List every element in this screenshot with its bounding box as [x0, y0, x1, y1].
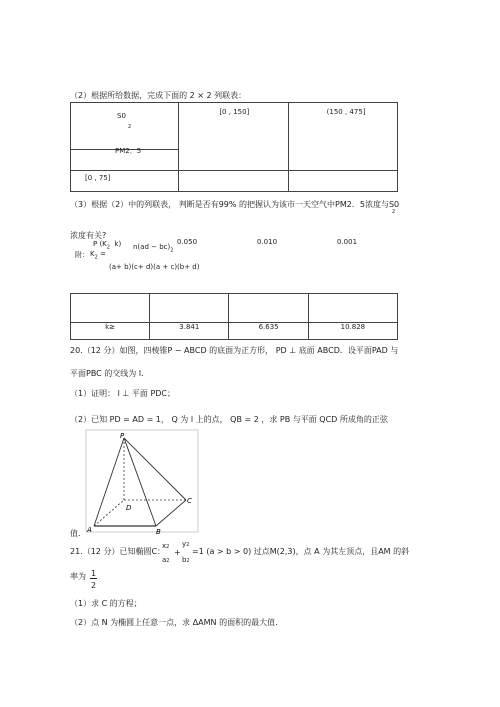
- q21-slope-pre: 率为: [70, 572, 86, 581]
- col2-label: (150 , 475]: [326, 108, 366, 116]
- vertex-d: D: [126, 504, 132, 512]
- q20-part2: （2）已知 PD = AD = 1， Q 为 l 上的点， QB = 2 ，求 PB 与平面 QCD 所成角的正弦: [70, 415, 388, 424]
- q3-line2: 浓度有关?: [70, 231, 107, 240]
- crit-cell: [150, 323, 229, 340]
- vertex-b: B: [156, 528, 161, 534]
- col1-label: [0 , 150]: [219, 108, 250, 116]
- q2-heading: （2）根据所给数据，完成下面的 2 × 2 列联表：: [70, 91, 247, 100]
- q3-so2-subscript: 2: [392, 209, 396, 215]
- table-cell: [150, 294, 229, 323]
- q20-line1: 20.（12 分）如图，四棱锥P − ABCD 的底面为正方形， PD ⊥ 底面 ABCD．设平面PAD 与: [70, 346, 399, 355]
- pyramid-figure: [84, 428, 200, 534]
- slope-num: 1: [91, 569, 97, 578]
- figure-frame: [86, 430, 198, 532]
- pm25-label: PM2．5: [115, 147, 142, 155]
- row1-header: [71, 171, 179, 192]
- pm25-cell: [71, 147, 179, 171]
- edge-bc: [156, 500, 186, 526]
- p-value-2: 0.010: [257, 238, 278, 246]
- q21-slope-fraction: [90, 569, 97, 590]
- vertex-p: P: [120, 432, 125, 440]
- denominator: (a+ b)(c+ d)(a + c)(b+ d): [109, 263, 200, 271]
- q20-line2: 平面PBC 的交线为 l．: [70, 369, 150, 378]
- slope-den: 2: [91, 581, 97, 590]
- row1-label: [0 , 75]: [85, 174, 111, 182]
- q3-line1: （3）根据（2）中的列联表， 判断是否有99% 的把握认为该市一天空气中PM2．5浓度与S0: [70, 200, 400, 209]
- numerator-text: n(ad − bc): [133, 243, 171, 251]
- so2-subscript: 2: [128, 124, 132, 130]
- crit-value-2: 6.635: [258, 323, 279, 331]
- y-den-sup: 2: [186, 558, 190, 564]
- k-label-cell: [71, 323, 150, 340]
- crit-value-1: 3.841: [179, 323, 200, 331]
- x-den: a: [162, 556, 167, 564]
- table-header-cell: [71, 103, 179, 150]
- vertex-a: A: [87, 526, 92, 534]
- numerator: [133, 243, 173, 253]
- pk-text: P (K: [93, 240, 107, 248]
- q21-y-fraction: [182, 540, 190, 564]
- p-value-3: 0.001: [337, 238, 358, 246]
- fu-label: 附：: [75, 251, 89, 259]
- x-num: x: [162, 542, 167, 550]
- k-label: k≥: [105, 323, 116, 331]
- edge-pc: [124, 438, 186, 500]
- contingency-table: [70, 102, 398, 192]
- x-den-sup: 2: [166, 558, 170, 564]
- q21-pre: 21.（12 分）已知椭圆C：: [70, 547, 166, 556]
- q21-part1: （1）求 C 的方程；: [70, 599, 142, 608]
- edge-pb: [124, 438, 156, 526]
- q21-plus: +: [174, 548, 181, 557]
- table-cell: [288, 171, 397, 192]
- q20-part1: （1）证明： l ⊥ 平面 PDC；: [70, 389, 176, 398]
- k2-formula: [90, 250, 106, 260]
- k2-text: K: [90, 250, 95, 258]
- table-cell: [308, 294, 397, 323]
- critical-value-table: [70, 293, 398, 340]
- x-sup: 2: [166, 544, 170, 550]
- crit-cell: [229, 323, 308, 340]
- k2-eq: =: [97, 250, 106, 258]
- y-sup: 2: [186, 542, 190, 548]
- y-den: b: [182, 556, 187, 564]
- col1-header: [179, 103, 288, 171]
- col2-header: [288, 103, 397, 171]
- q21-post: =1 (a > b > 0) 过点M(2,3)，点 A 为其左顶点，且AM 的斜: [192, 547, 410, 556]
- crit-cell: [308, 323, 397, 340]
- table-cell: [229, 294, 308, 323]
- vertex-c: C: [187, 497, 192, 505]
- q21-x-fraction: [162, 542, 169, 564]
- numerator-sup: 2: [170, 247, 174, 254]
- q20-part2-end: 值.: [70, 529, 81, 538]
- formula-pk: [93, 240, 121, 250]
- crit-value-3: 10.828: [340, 323, 366, 331]
- pk-end: k): [114, 240, 122, 248]
- edge-pa: [94, 438, 124, 526]
- so2-label: S0: [117, 112, 126, 120]
- table-cell: [71, 294, 150, 323]
- k2-sub: 2: [94, 254, 98, 261]
- q21-part2: （2）点 N 为椭圆上任意一点，求 ΔAMN 的面积的最大值.: [70, 618, 278, 627]
- pk-sub: 2: [106, 244, 110, 251]
- p-value-1: 0.050: [177, 238, 198, 246]
- y-num: y: [182, 540, 187, 548]
- table-cell: [179, 171, 288, 192]
